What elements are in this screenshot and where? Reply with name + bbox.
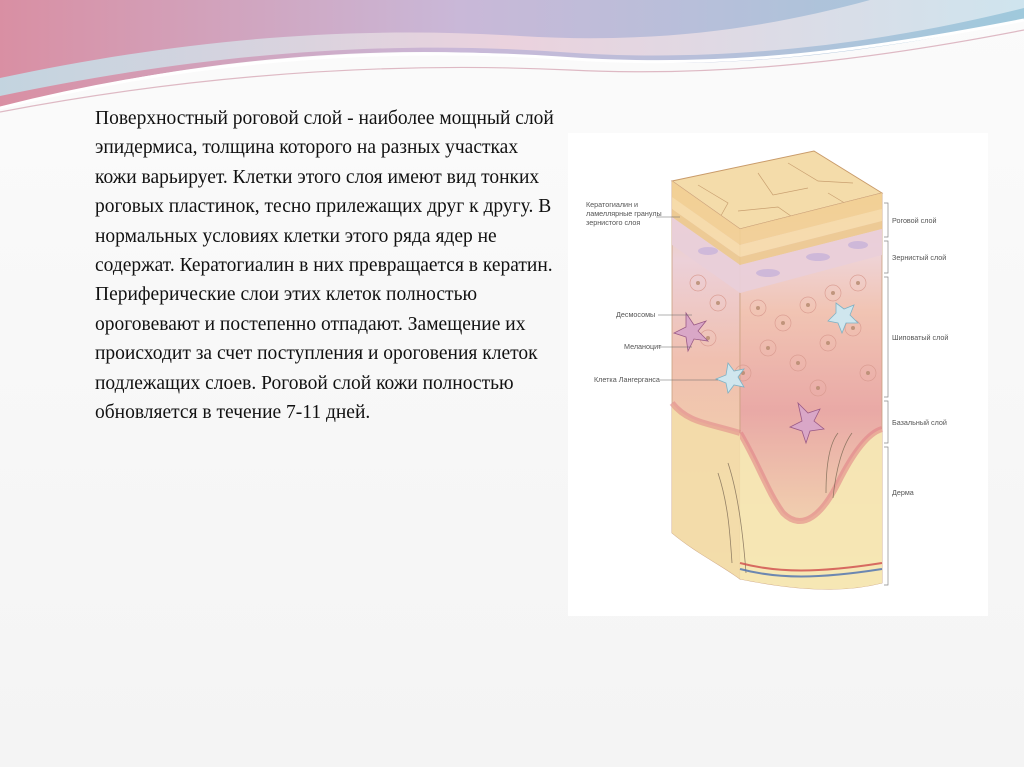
skin-layers-figure <box>568 133 988 616</box>
label-dermis: Дерма <box>892 488 914 497</box>
label-desmosomes: Десмосомы <box>616 310 656 319</box>
label-stratum-granulosum: Зернистый слой <box>892 253 947 262</box>
label-stratum-spinosum: Шиповатый слой <box>892 333 949 342</box>
slide-body-text: Поверхностный роговой слой - наиболее мощный слой эпидермиса, толщина которого на разных участках кожи варьирует. Клетки этого слоя имеют вид тонких роговых пластинок, тесно прилежащих друг к другу. В нормальных условиях клетки этого ряда ядер не содержат. Кератогиалин в них превращается в кератин. Периферические слои этих клеток полностью ороговевают и постепенно отпадают. Замещение их происходит за счет поступления и ороговения клеток подлежащих слоев. Роговой слой кожи полностью обновляется в течение 7-11 дней. <box>95 108 554 424</box>
label-langerhans: Клетка Лангерганса <box>594 375 660 384</box>
label-keratohyalin-3: зернистого слоя <box>586 218 641 227</box>
label-stratum-basale: Базальный слой <box>892 418 947 427</box>
label-keratohyalin-2: ламеллярные гранулы <box>586 209 662 218</box>
header-wave-decoration <box>0 0 1024 120</box>
label-melanocyte: Меланоцит <box>624 342 662 351</box>
skin-cross-section-diagram <box>568 133 988 616</box>
label-stratum-corneum: Роговой слой <box>892 216 937 225</box>
label-keratohyalin-1: Кератогиалин и <box>586 200 639 209</box>
